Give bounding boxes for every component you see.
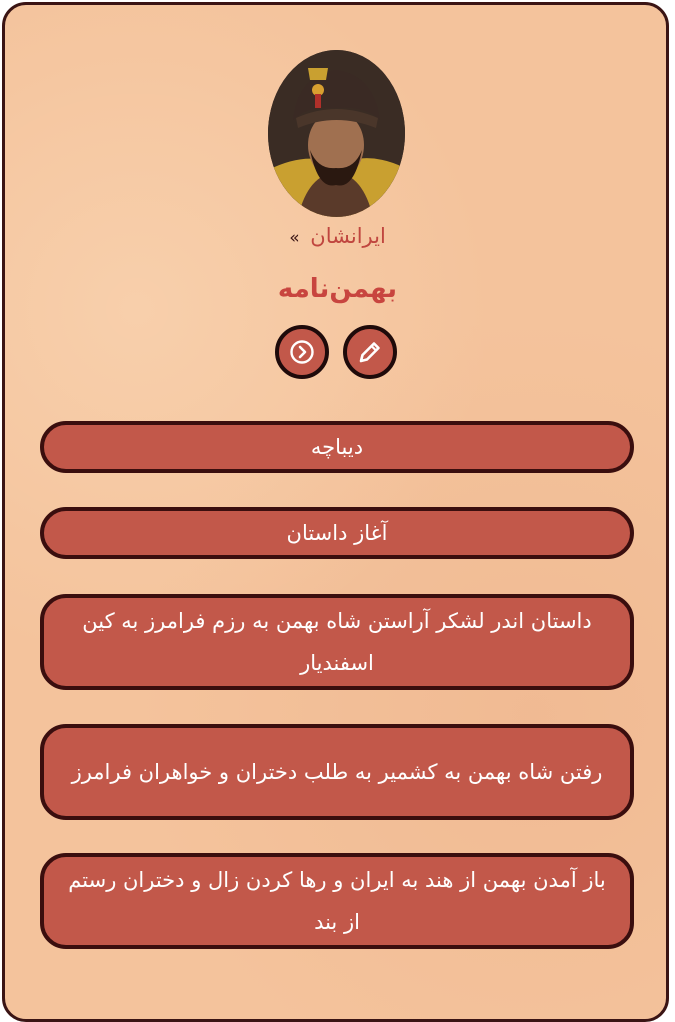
page-title: بهمن‌نامه <box>277 274 398 304</box>
chapter-label: داستان اندر لشکر آراستن شاه بهمن به رزم فرامرز به کین اسفندیار <box>82 609 592 675</box>
chapter-button-beginning[interactable] <box>40 507 634 559</box>
chapter-button[interactable] <box>40 853 634 949</box>
chapter-label: آغاز داستان <box>286 521 388 545</box>
breadcrumb-separator: » <box>289 228 300 248</box>
chapter-button[interactable] <box>40 724 634 820</box>
chapter-button[interactable] <box>40 594 634 690</box>
breadcrumb <box>0 224 675 248</box>
chapter-label: باز آمدن بهمن از هند به ایران و رها کردن زال و دختران رستم از بند <box>68 868 606 934</box>
author-portrait <box>268 50 405 217</box>
next-button[interactable] <box>275 325 329 379</box>
chapter-button-preface[interactable] <box>40 421 634 473</box>
chapter-label: دیباچه <box>310 435 364 459</box>
breadcrumb-parent-link[interactable]: ایرانشان <box>310 224 386 248</box>
portrait-image <box>268 50 405 217</box>
arrow-circle-right-icon <box>288 338 316 366</box>
chapter-label: رفتن شاه بهمن به کشمیر به طلب دختران و خواهران فرامرز <box>71 760 603 784</box>
pencil-icon <box>356 338 384 366</box>
edit-button[interactable] <box>343 325 397 379</box>
